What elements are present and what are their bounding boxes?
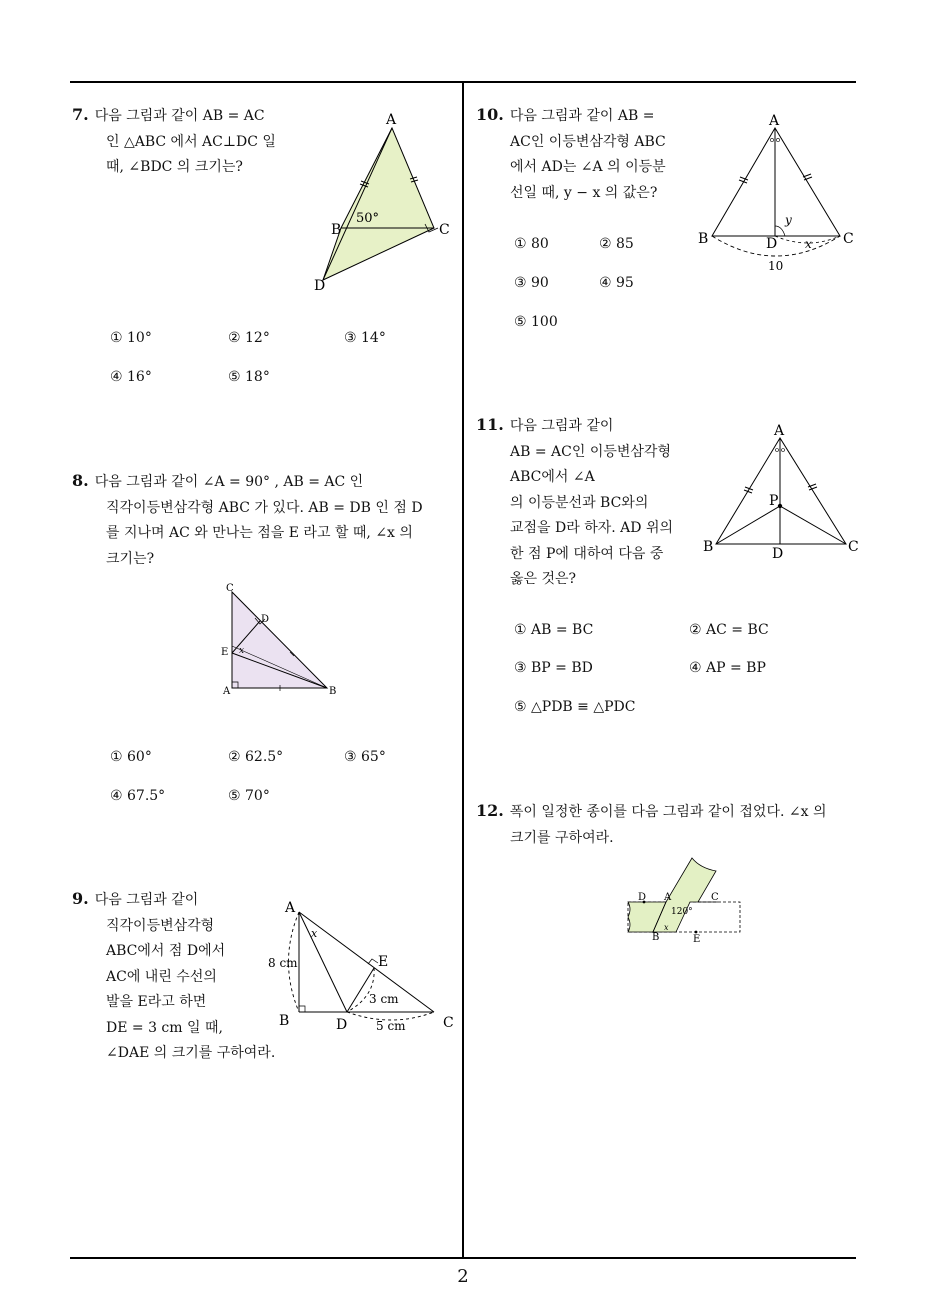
question-number: 12. (476, 801, 504, 820)
question-8 (72, 468, 457, 572)
label-b: B (652, 932, 660, 943)
choice[interactable]: ① 80 (514, 236, 549, 252)
question-line: 교점을 D라 하자. AD 위의 (510, 520, 674, 536)
choice[interactable]: ④ 67.5° (110, 788, 166, 804)
label-a: A (386, 112, 397, 128)
choice[interactable] (514, 699, 635, 715)
angle-label: 120° (671, 907, 693, 917)
q10-figure (698, 108, 863, 273)
choice[interactable]: ① 10° (110, 330, 152, 346)
label-c: C (226, 583, 234, 594)
label-bc: 10 (768, 259, 784, 273)
choice[interactable]: ② 85 (599, 236, 634, 252)
question-line: 인 △ABC 에서 AC⊥DC 일 (106, 133, 276, 150)
q11-figure (700, 420, 865, 560)
question-line: 옳은 것은? (510, 571, 577, 587)
choice[interactable]: ⑤ 70° (228, 788, 270, 804)
choice-text: ② AC = BC (689, 622, 769, 638)
label-a: A (223, 686, 231, 697)
question-line: 다음 그림과 같이 (94, 892, 199, 908)
question-number: 9. (72, 889, 89, 908)
question-11 (476, 412, 706, 593)
question-line: 한 점 P에 대하여 다음 중 (510, 545, 664, 562)
question-line: 에서 AD는 ∠A 의 이등분 (510, 159, 666, 175)
column-divider (462, 82, 464, 1258)
label-d: D (766, 236, 778, 252)
question-12 (476, 798, 861, 851)
question-10 (476, 102, 696, 206)
question-line: 다음 그림과 같이 AB = (509, 108, 655, 124)
choice-text: ① AB = BC (514, 622, 594, 638)
question-line: 직각이등변삼각형 (106, 917, 215, 934)
label-d: D (772, 546, 784, 562)
q12-figure (620, 856, 750, 946)
choice[interactable] (514, 622, 593, 638)
question-number: 8. (72, 471, 89, 490)
label-b: B (698, 231, 709, 247)
label-b: B (279, 1013, 290, 1029)
label-x: x (664, 923, 669, 932)
choice[interactable]: ③ 14° (344, 330, 386, 346)
label-b: B (331, 222, 342, 238)
question-line: AC인 이등변삼각형 ABC (510, 133, 666, 150)
label-e: E (221, 647, 229, 658)
question-number: 7. (72, 105, 89, 124)
choice[interactable]: ④ 16° (110, 369, 152, 385)
label-e: E (378, 954, 389, 970)
choice[interactable]: ⑤ 18° (228, 369, 270, 385)
q7-figure (312, 108, 462, 293)
question-line: ABC에서 ∠A (510, 469, 595, 485)
label-d: D (261, 614, 270, 625)
label-b: B (329, 686, 337, 697)
label-a: A (774, 423, 785, 439)
question-line: 크기를 구하여라. (510, 829, 614, 846)
question-line: AC에 내린 수선의 (106, 968, 217, 985)
choice[interactable]: ② 12° (228, 330, 270, 346)
label-a: A (664, 892, 672, 903)
label-d: D (314, 278, 326, 294)
choice-text: ⑤ △PDB ≡ △PDC (514, 699, 636, 715)
label-a: A (769, 113, 780, 129)
question-line: 직각이등변삼각형 ABC 가 있다. AB = DB 인 점 D (106, 499, 423, 516)
question-line: 선일 때, y − x 의 값은? (510, 184, 658, 201)
q9-figure (266, 896, 456, 1036)
question-9 (72, 886, 292, 1067)
choice[interactable]: ⑤ 100 (514, 314, 558, 330)
choice[interactable]: ① 60° (110, 749, 152, 765)
label-x: x (239, 646, 245, 656)
choice[interactable] (689, 660, 766, 676)
label-c: C (843, 231, 854, 247)
question-line: 때, ∠BDC 의 크기는? (106, 159, 243, 175)
label-de: 3 cm (369, 992, 399, 1006)
choice[interactable]: ③ 65° (344, 749, 386, 765)
label-b: B (703, 539, 714, 555)
bottom-rule (70, 1257, 856, 1259)
question-line: ∠DAE 의 크기를 구하여라. (106, 1045, 276, 1061)
choice-text: ④ AP = BP (689, 660, 766, 676)
question-line: 를 지나며 AC 와 만나는 점을 E 라고 할 때, ∠x 의 (106, 525, 413, 541)
label-d: D (638, 892, 647, 903)
label-x: x (805, 237, 812, 251)
label-dc: 5 cm (376, 1019, 406, 1033)
question-number: 10. (476, 105, 504, 124)
question-line: 다음 그림과 같이 ∠A = 90° , AB = AC 인 (94, 474, 364, 490)
label-y: y (785, 213, 792, 227)
choice[interactable]: ④ 95 (599, 275, 634, 291)
choice[interactable] (514, 660, 593, 676)
question-7 (72, 102, 312, 181)
question-number: 11. (476, 415, 504, 434)
choice[interactable]: ③ 90 (514, 275, 549, 291)
label-c: C (848, 539, 859, 555)
label-ab: 8 cm (268, 956, 298, 970)
question-line: 다음 그림과 같이 AB = AC (94, 108, 265, 124)
question-line: 발을 E라고 하면 (106, 994, 207, 1010)
question-line: ABC에서 점 D에서 (106, 943, 226, 959)
label-x: x (311, 927, 318, 940)
question-line: 의 이등분선과 BC와의 (510, 494, 649, 511)
question-line: 폭이 일정한 종이를 다음 그림과 같이 접었다. ∠x 의 (509, 804, 827, 820)
label-c: C (439, 222, 450, 238)
angle-label: 50° (356, 211, 380, 226)
label-p: P (769, 493, 779, 509)
question-line: AB = AC인 이등변삼각형 (510, 443, 671, 460)
label-e: E (693, 934, 701, 945)
question-line: 크기는? (106, 550, 155, 567)
question-line: DE = 3 cm 일 때, (106, 1019, 223, 1036)
label-c: C (443, 1015, 454, 1031)
q8-figure (218, 584, 348, 699)
choice-text: ③ BP = BD (514, 660, 593, 676)
question-line: 다음 그림과 같이 (509, 418, 614, 434)
label-c: C (711, 892, 719, 903)
choice[interactable]: ② 62.5° (228, 749, 284, 765)
choice[interactable] (689, 622, 769, 638)
label-a: A (285, 900, 296, 916)
page-number: 2 (457, 1266, 469, 1287)
label-d: D (336, 1017, 348, 1033)
